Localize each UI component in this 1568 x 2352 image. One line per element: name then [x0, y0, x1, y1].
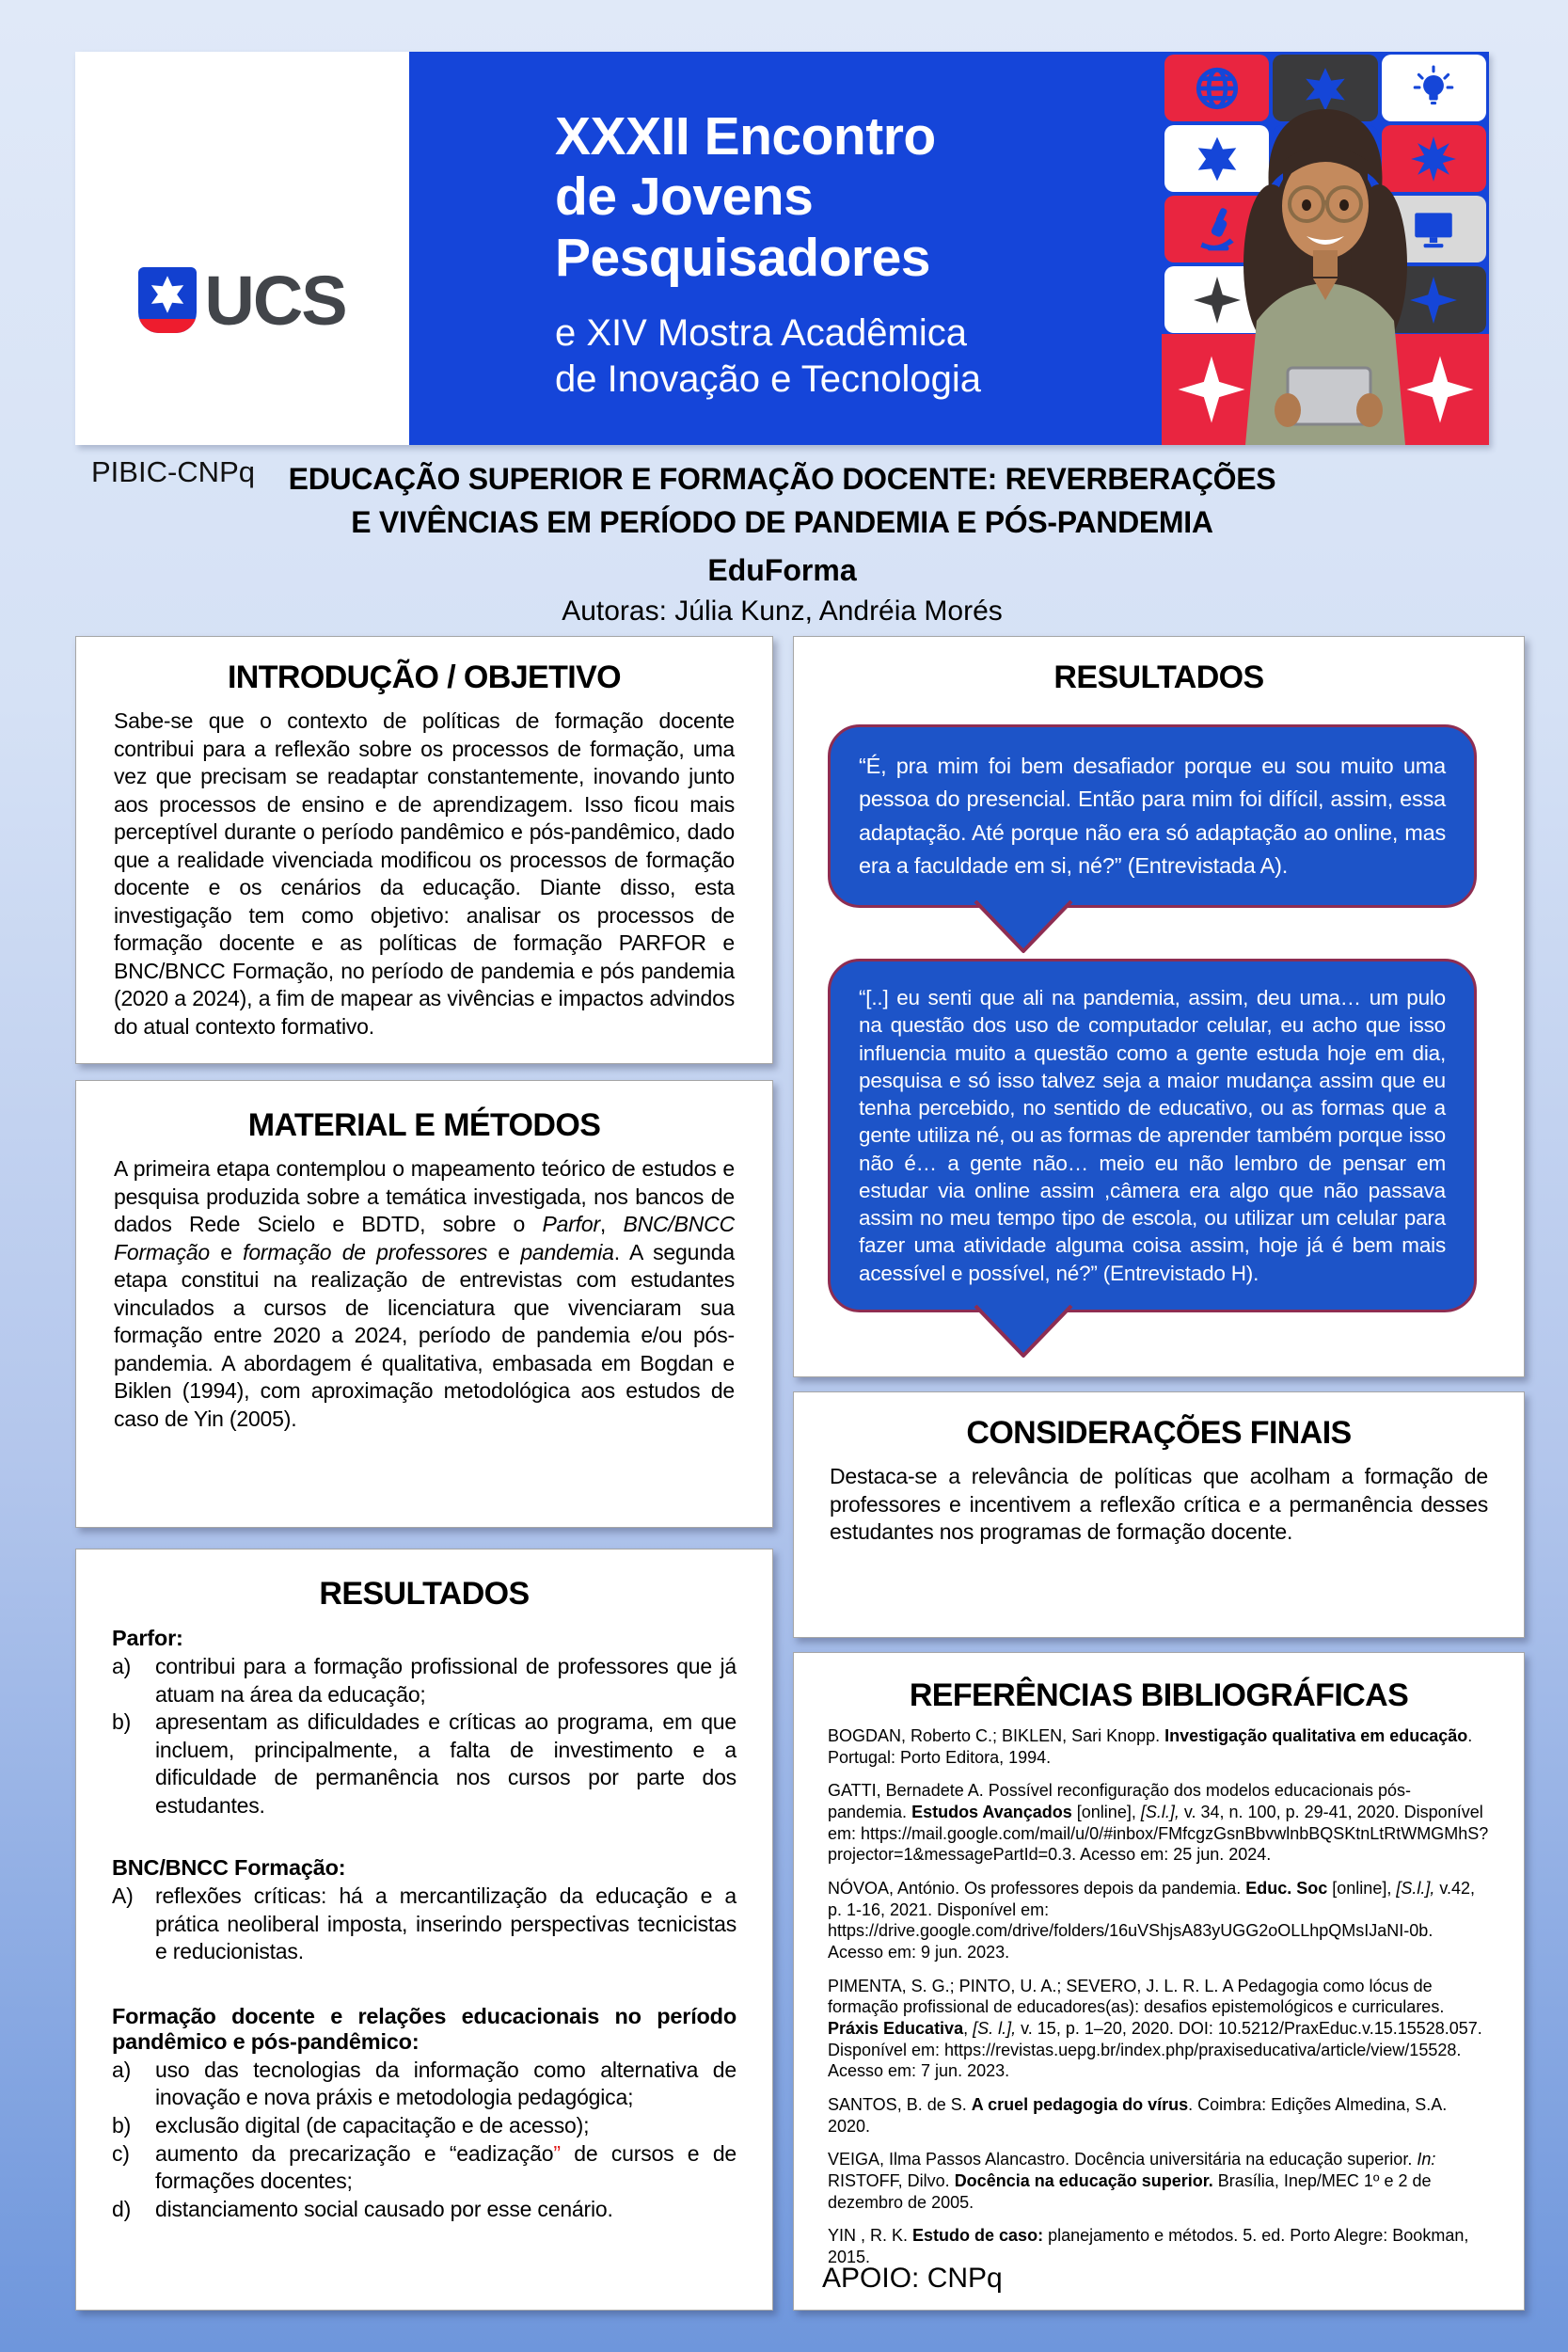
reference-item: VEIGA, Ilma Passos Alancastro. Docência universitária na educação superior. In: RISTOFF, Dilvo. Docência na educação superior. Brasília, Inep/MEC 1º e 2 de dezembro de 2005.	[828, 2150, 1436, 2212]
parfor-label: Parfor:	[112, 1626, 183, 1650]
section-heading: RESULTADOS	[1053, 660, 1264, 695]
researcher-photo	[1208, 86, 1443, 445]
section-heading: CONSIDERAÇÕES FINAIS	[966, 1415, 1352, 1451]
banner-subtitle-line: de Inovação e Tecnologia	[555, 358, 981, 401]
bubble-tail	[972, 900, 1075, 955]
authors-line: Autoras: Júlia Kunz, Andréia Morés	[562, 595, 1003, 627]
section-heading: INTRODUÇÃO / OBJETIVO	[227, 660, 622, 695]
methods-body: A primeira etapa contemplou o mapeamento teórico de estudos e pesquisa produzida sobre a temática investigada, nos bancos de dados Rede Scielo e BDTD, sobre o Parfor, BNC/BNCC Formação e formação de professores e pandemia. A segunda etapa constitui na realização de entrevistas com estudantes vinculados a cursos de licenciatura que vivenciaram sua formação entre 2020 a 2024, período de pandemia e/ou pós-pandemia. A abordagem é qualitativa, embasada em Bogdan e Biklen (1994), com aproximação metodológica aos estudos de caso de Yin (2005).	[114, 1156, 735, 1431]
poster-title-line2: E VIVÊNCIAS EM PERÍODO DE PANDEMIA E PÓS-PANDEMIA	[351, 505, 1213, 540]
section-references	[793, 1652, 1525, 2311]
section-heading: REFERÊNCIAS BIBLIOGRÁFICAS	[909, 1677, 1409, 1713]
banner-title-line: Pesquisadores	[555, 227, 931, 288]
banner-subtitle-line: e XIV Mostra Acadêmica	[555, 312, 967, 355]
reference-item: GATTI, Bernadete A. Possível reconfiguração dos modelos educacionais pós-pandemia. Estudos Avançados [online], [S.l.], v. 34, n. 100, p. 29-41, 2020. Disponível em: https://mail.google.com/mail/u/0/#inbox/FMfcgzGsnBbvwlnbBQSKtnLtRtWMGMhS?projector=1&messagePartId=0.3. Acesso em: 25 jun. 2024.	[828, 1781, 1489, 1865]
section-final	[793, 1391, 1525, 1638]
section-results-left	[75, 1549, 773, 2311]
formacao-label: Formação docente e relações educacionais no período pandêmico e pós-pandêmico:	[112, 2003, 736, 2054]
banner-title-line: XXXII Encontro	[555, 106, 936, 167]
section-results-right	[793, 636, 1525, 1377]
bubble-tail	[972, 1305, 1075, 1359]
list-item: a) uso das tecnologias da informação como alternativa de inovação e nova práxis e metodologia pedagógica;	[112, 2057, 736, 2110]
section-methods	[75, 1080, 773, 1528]
reference-item: BOGDAN, Roberto C.; BIKLEN, Sari Knopp. Investigação qualitativa em educação. Portugal: Porto Editora, 1994.	[828, 1726, 1473, 1767]
section-heading: RESULTADOS	[319, 1576, 530, 1612]
quote-bubble-2	[828, 959, 1477, 1312]
photo-collage	[1162, 52, 1489, 445]
project-name: EduForma	[707, 552, 857, 587]
event-header	[75, 52, 1489, 445]
banner-title-line: de Jovens	[555, 167, 814, 228]
intro-body: Sabe-se que o contexto de políticas de formação docente contribui para a reflexão sobre os processos de formação, uma vez que precisam se readaptar constantemente, inovando junto aos processos de ensino e de aprendizagem. Isso ficou mais perceptível durante o período pandêmico e pós-pandêmico, dado que a realidade vivenciada modificou os processos de formação docente e os cenários da educação. Diante disso, esta investigação tem como objetivo: analisar os processos de formação docente e as políticas de formação PARFOR e BNC/BNCC Formação, no período de pandemia e pós pandemia (2020 a 2024), a fim de mapear as vivências e impactos advindos do atual contexto formativo.	[114, 708, 735, 1040]
reference-item: YIN , R. K. Estudo de caso: planejamento e métodos. 5. ed. Porto Alegre: Bookman, 2015.	[828, 2226, 1469, 2267]
ucs-shield-icon	[138, 267, 197, 333]
quote-text: “É, pra mim foi bem desafiador porque eu sou muito uma pessoa do presencial. Então para mim foi difícil, assim, essa adaptação. Até porque não era só adaptação ao online, mas era a faculdade em si, né?” (Entrevistada A).	[859, 754, 1446, 878]
reference-item: NÓVOA, António. Os professores depois da pandemia. Educ. Soc [online], [S.l.], v.42, p. 1-16, 2021. Disponível em: https://drive.google.com/drive/folders/16uVShjsA83yUGG2oOLLhpQMsIJaNI-0b. Acesso em: 9 jun. 2023.	[828, 1879, 1476, 1963]
section-intro	[75, 636, 773, 1064]
list-item: c) aumento da precarização e “eadização” de cursos e de formações docentes;	[112, 2140, 737, 2194]
list-item: a) contribui para a formação profissional de professores que já atuam na área da educação;	[112, 1654, 736, 1707]
ucs-logo	[75, 52, 409, 445]
pibic-label: PIBIC-CNPq	[91, 455, 255, 488]
ucs-logo-text: UCS	[204, 261, 346, 340]
list-item: b) apresentam as dificuldades e críticas ao programa, em que incluem, principalmente, a falta de investimento e a dificuldade de permanência nos cursos por parte dos estudantes.	[112, 1709, 736, 1818]
list-item: b) exclusão digital (de capacitação e de acesso);	[112, 2113, 590, 2138]
bnc-label: BNC/BNCC Formação:	[112, 1855, 346, 1881]
list-item: d) distanciamento social causado por esse cenário.	[112, 2196, 613, 2221]
list-item: A) reflexões críticas: há a mercantilização da educação e a prática neoliberal imposta, inserindo perspectivas tecnicistas e reducionistas.	[112, 1883, 736, 1964]
poster-title-block	[75, 457, 1489, 628]
support-label: APOIO: CNPq	[822, 2263, 1003, 2294]
reference-item: SANTOS, B. de S. A cruel pedagogia do vírus. Coimbra: Edições Almedina, S.A. 2020.	[828, 2095, 1448, 2136]
event-banner	[409, 52, 1162, 445]
section-heading: MATERIAL E MÉTODOS	[247, 1107, 601, 1143]
quote-bubble-1	[828, 724, 1477, 908]
final-body: Destaca-se a relevância de políticas que acolham a formação de professores e incentivem a reflexão crítica e a permanência desses estudantes nos programas de formação docente.	[830, 1464, 1488, 1545]
poster-title-line1: EDUCAÇÃO SUPERIOR E FORMAÇÃO DOCENTE: REVERBERAÇÕES	[288, 462, 1276, 496]
reference-item: PIMENTA, S. G.; PINTO, U. A.; SEVERO, J. L. R. L. A Pedagogia como lócus de formação profissional de educadores(as): desafios epistemológicos e curriculares. Práxis Educativa, [S. l.], v. 15, p. 1–20, 2020. DOI: 10.5212/PraxEduc.v.15.15528.057. Disponível em: https://revistas.uepg.br/index.php/praxiseducativa/article/view/15528. Acesso em: 7 jun. 2023.	[828, 1976, 1482, 2081]
quote-text: “[..] eu senti que ali na pandemia, assim, deu uma… um pulo na questão dos uso de computador celular, eu acho que isso influencia muito a questão como a gente estuda hoje em dia, pesquisa e só isso talvez seja a maior mudança assim que eu tenha percebido, no sentido de educativo, ou as formas que a gente utiliza né, ou as formas de aprender também porque isso não é… a gente não… meio eu não lembro de pensar em estudar via online assim ,câmera era algo que não passava assim no meu tempo tipo de escola, ou utilizar um celular para fazer uma atividade alguma coisa assim, hoje já é bem mais acessível e possível, né?” (Entrevistado H).	[859, 986, 1446, 1285]
